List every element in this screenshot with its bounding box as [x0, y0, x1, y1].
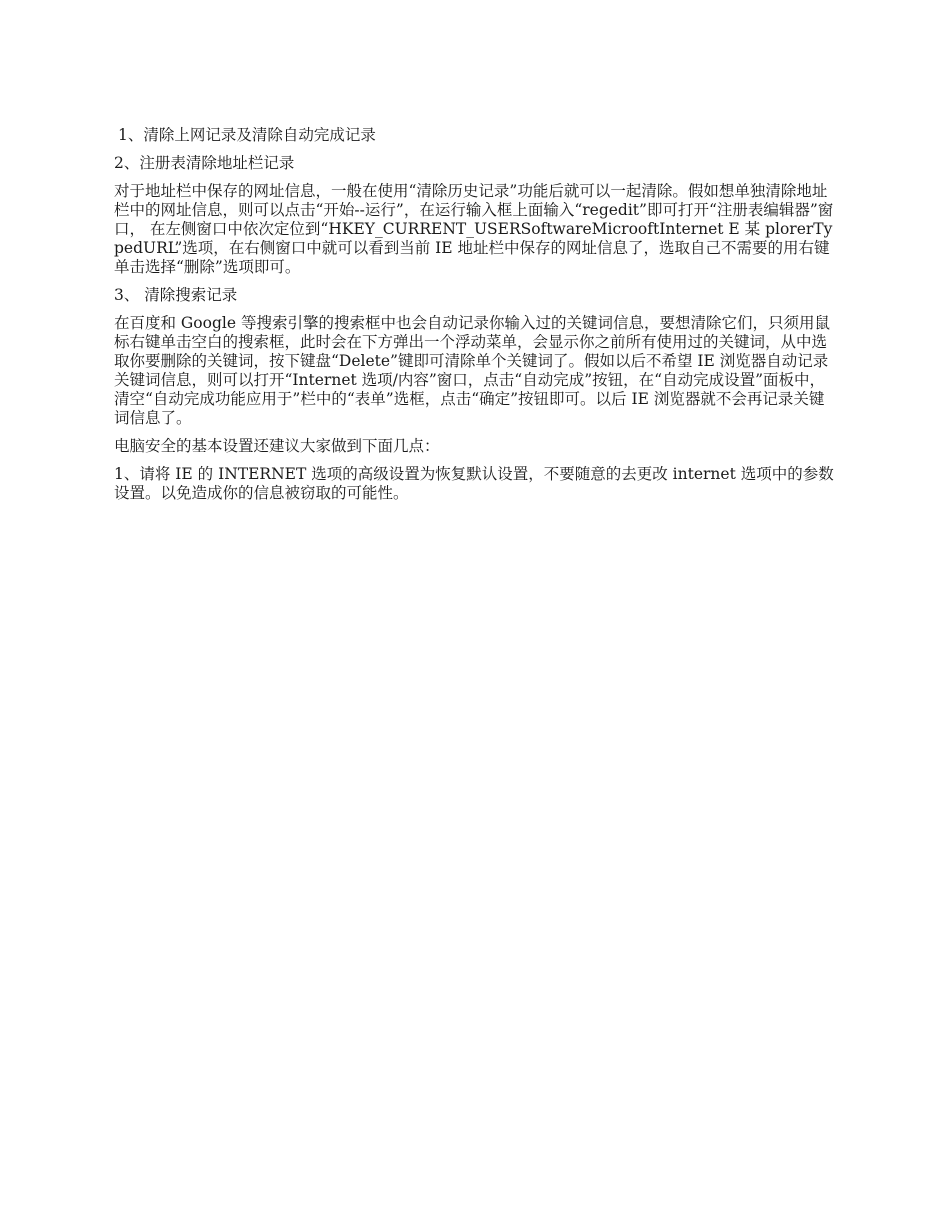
- section-heading-clear-history: 1、清除上网记录及清除自动完成记录: [118, 126, 376, 144]
- paragraph-address-bar: 对于地址栏中保存的网址信息，一般在使用“清除历史记录”功能后就可以一起清除。假如想单独清除地址栏中的网址信息，则可以点击“开始--运行”，在运行输入框上面输入“regedit”即可打开“注册表编辑器”窗口， 在左侧窗口中依次定位到“HKEY_CURRENT_USERSoftwareMicrooftInternet E 某 plorerTypedURL”选项，在右侧窗口中就可以看到当前 IE 地址栏中保存的网址信息了，选取自己不需要的用右键单击选择“删除”选项即可。: [114, 182, 834, 276]
- paragraph-search-keywords: 在百度和 Google 等搜索引擎的搜索框中也会自动记录你输入过的关键词信息，要想清除它们，只须用鼠标右键单击空白的搜索框，此时会在下方弹出一个浮动菜单，会显示你之前所有使用过的关键词，从中选取你要删除的关键词，按下键盘“Delete”键即可清除单个关键词了。假如以后不希望 IE 浏览器自动记录关键词信息，则可以打开“Internet 选项/内容”窗口，点击“自动完成”按钮，在“自动完成设置”面板中，清空“自动完成功能应用于”栏中的“表单”选框，点击“确定”按钮即可。以后 IE 浏览器就不会再记录关键词信息了。: [114, 314, 830, 427]
- paragraph-security-intro: 电脑安全的基本设置还建议大家做到下面几点：: [114, 437, 440, 455]
- section-heading-registry: 2、注册表清除地址栏记录: [114, 154, 295, 172]
- document-body: [114, 126, 838, 512]
- section-heading-search-records: 3、 清除搜索记录: [114, 286, 238, 304]
- paragraph-ie-settings: 1、请将 IE 的 INTERNET 选项的高级设置为恢复默认设置，不要随意的去更改 internet 选项中的参数设置。以免造成你的信息被窃取的可能性。: [114, 465, 834, 502]
